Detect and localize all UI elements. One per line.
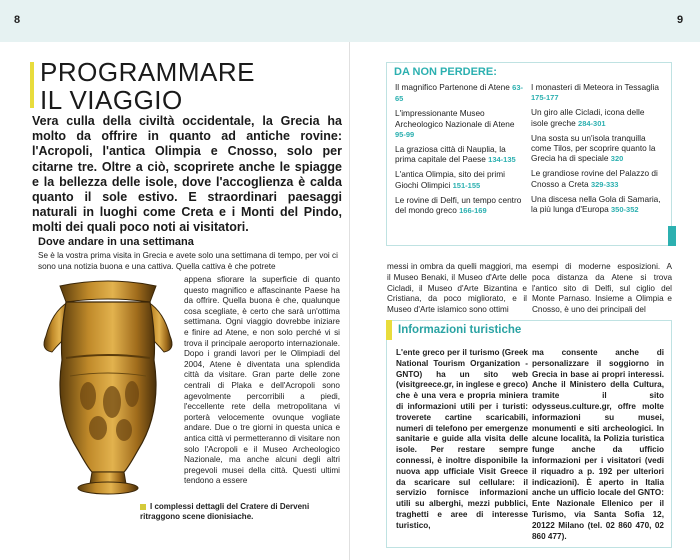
page-gutter <box>349 42 350 560</box>
info-title: Informazioni turistiche <box>398 324 522 336</box>
body-col-1-text: messi in ombra da quelli maggiori, ma il Museo Benaki, il Museo d'Arte delle Cicladi, il Museo d'Arte Bizantina e Cristiana, da poco migliorato, e il Museo d'Arte islamico sono ottimi <box>387 262 527 315</box>
must-see-item-pages: 63-65 <box>395 83 523 104</box>
must-see-item-text: Le rovine di Delfi, un tempo centro del mondo greco <box>395 194 522 216</box>
body-text-side <box>184 275 340 487</box>
body-col-1 <box>387 262 527 316</box>
must-see-item-text: L'antica Olimpia, sito dei primi Giochi Olimpici <box>395 169 505 190</box>
body-top-text: Se è la vostra prima visita in Grecia e avete solo una settimana di tempo, per voi ci sono una notizia buona e una cattiva. Quella cattiva è che potrete <box>38 251 338 271</box>
derveni-krater-image <box>32 272 184 498</box>
info-column-2 <box>532 348 664 542</box>
title-line-1: PROGRAMMARE <box>40 57 255 87</box>
body-text-top <box>38 251 340 272</box>
title-line-2: IL VIAGGIO <box>40 85 183 115</box>
must-see-item <box>531 107 661 128</box>
must-see-item <box>531 168 661 189</box>
must-see-item-pages: 329-333 <box>590 179 619 189</box>
must-see-item <box>395 195 525 216</box>
must-see-item-text: Un giro alle Cicladi, icona delle isole greche <box>531 107 645 128</box>
must-see-column-2 <box>531 82 661 219</box>
must-see-item <box>395 82 525 104</box>
must-see-item-pages: 95-99 <box>395 129 415 139</box>
must-see-item <box>531 133 661 165</box>
page-title <box>40 58 255 114</box>
must-see-item-text: Il magnifico Partenone di Atene <box>395 82 513 92</box>
must-see-item-text: L'impressionante Museo Archeologico Nazionale di Atene <box>395 108 515 129</box>
must-see-item-pages: 134-135 <box>488 155 516 165</box>
must-see-item <box>531 194 661 215</box>
caption-text: I complessi dettagli del Cratere di Derveni ritraggono scene dionisiache. <box>140 502 310 521</box>
page-number-left: 8 <box>14 14 21 26</box>
must-see-item-pages: 166-169 <box>459 206 487 216</box>
lead-text: Vera culla della civiltà occidentale, la Grecia ha molto da offrire in quanto ad antiche rovine: l'Acropoli, l'antica Olimpia e Cnosso, solo per citarne tre. Oltre a ciò, scoprirete anche le spiagge e la bellezza delle isole, dove l'accoglienza è calda quanto il sole estivo. E straordinari paesaggi naturali in luoghi come Creta e i Monti del Pindo, molti dei quali poco noti ai visitatori. <box>32 114 342 235</box>
body-side-text: appena sfiorare la superficie di quanto questo magnifico e affascinante Paese ha da offrire. Quella buona è che, qualunque cosa scegliate, è certo che sarà un'ottima settimana. Ogni viaggio dovrebbe iniziare e finire ad Atene, e non solo perché vi si trova il principale aeroporto internazionale. Dopo i grandi lavori per le Olimpiadi del 2004, Atene è diventata una splendida città da visitare. Gran parte delle zone centrali di Plaka e dell'Acropoli sono agevolmente percorribili a piedi, l'eccellente rete della metropolitana vi porterà velocemente ovunque vogliate andare. Due o tre giorni in questa unica e antica città vi permetteranno di visitare non solo l'Acropoli e il Museo Archeologico Nazionale, ma anche alcuni degli altri pregevoli musei della città. Questi ultimi tendono a essere <box>184 275 340 486</box>
must-see-item-text: Le grandiose rovine del Palazzo di Cnosso a Creta <box>531 168 658 189</box>
must-see-item-pages: 320 <box>610 154 624 164</box>
must-see-heading: DA NON PERDERE: <box>394 66 497 78</box>
must-see-column-1 <box>395 82 525 220</box>
teal-tab <box>668 226 676 246</box>
must-see-item-pages: 151-155 <box>452 180 481 190</box>
must-see-item <box>395 144 525 165</box>
info-column-1 <box>396 348 528 532</box>
must-see-item-text: Una sosta su un'isola tranquilla come Tilos, per scoprire quanto la Grecia ha di speciale <box>531 132 656 164</box>
page-number-right: 9 <box>677 14 684 26</box>
must-see-item <box>531 82 661 103</box>
must-see-item-pages: 175-177 <box>531 93 559 103</box>
must-see-item-pages: 284-301 <box>578 118 606 128</box>
lead-paragraph <box>32 114 342 236</box>
info-col-1-text: L'ente greco per il turismo (Greek National Tourism Organization - GNTO) ha un sito web (visitgreece.gr, in inglese e greco) che è una vera e propria miniera di informazioni utili per i turisti: troverete cartine scaricabili, numeri di telefono per emergenze sanitarie e guide alla visita delle isole. Per restare sempre connessi, è inoltre disponibile la nuova app ufficiale Visit Greece da scaricare sul cellulare: il servizio fornisce informazioni utili su alberghi, mezzi pubblici, traghetti e aree di interesse turistico, <box>396 348 528 530</box>
info-accent-bar <box>386 320 392 340</box>
caption-bullet-icon <box>140 504 146 510</box>
must-see-item-text: La graziosa città di Nauplia, la prima capitale del Paese <box>395 144 506 165</box>
must-see-item <box>395 169 525 190</box>
must-see-item-text: Una discesa nella Gola di Samaria, la più lunga d'Europa <box>531 193 661 215</box>
must-see-item-text: I monasteri di Meteora in Tessaglia <box>531 82 660 92</box>
image-caption <box>140 502 340 522</box>
title-accent-bar <box>30 62 34 108</box>
info-col-2-text: ma consente anche di personalizzare il soggiorno in Grecia in base ai propri interessi. Anche il Ministero della Cultura, tramite il sito odysseus.culture.gr, offre molte informazioni su musei, monumenti e siti archeologici. In alcune località, la Polizia turistica funge anche da ufficio informazioni per i visitatori (vedi il riquadro a p. 192 per ulteriori indicazioni). È aperto in Italia anche un ufficio locale del GNTO: Ente Nazionale Ellenico per il Turismo, via Santa Sofia 12, 20122 Milano (tel. 02 860 470, 02 860 477). <box>532 348 664 541</box>
header-band <box>0 0 700 42</box>
section-subheading: Dove andare in una settimana <box>38 236 194 248</box>
body-col-2 <box>532 262 672 316</box>
body-col-2-text: esempi di moderne esposizioni. A poca distanza da Atene si trova l'antico sito di Delfi, sul ciglio del Monte Parnaso. Insieme a Olimpia e Cnosso, è uno dei principali del <box>532 262 672 315</box>
must-see-item <box>395 108 525 140</box>
must-see-item-pages: 350-352 <box>611 205 639 215</box>
